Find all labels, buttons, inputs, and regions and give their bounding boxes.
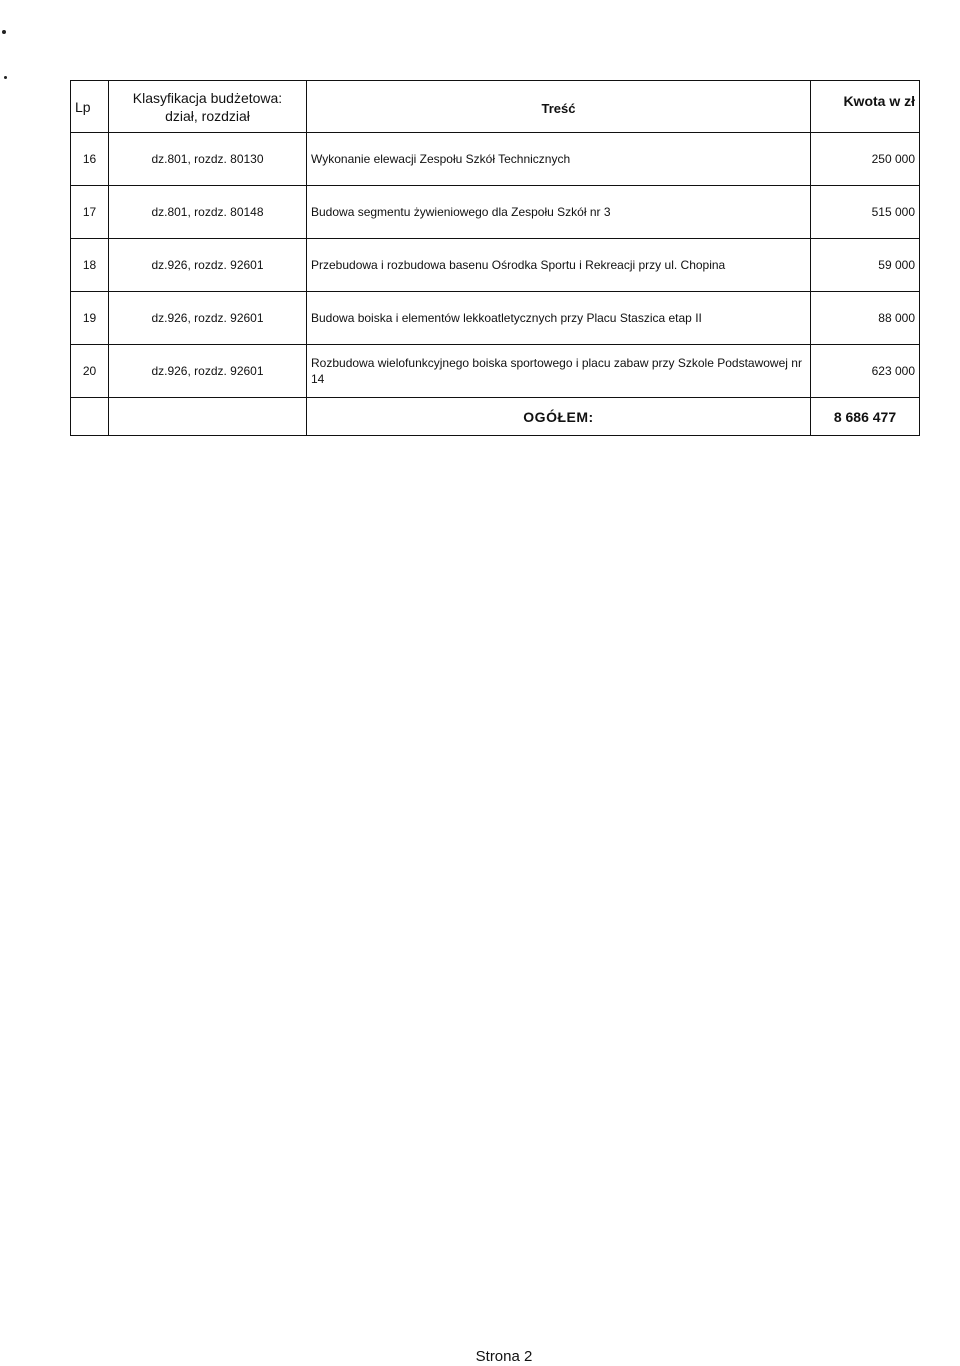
row-classification: dz.801, rozdz. 80130 bbox=[109, 133, 307, 186]
row-amount: 515 000 bbox=[811, 186, 920, 239]
row-description: Przebudowa i rozbudowa basenu Ośrodka Sportu i Rekreacji przy ul. Chopina bbox=[307, 239, 811, 292]
row-lp: 16 bbox=[71, 133, 109, 186]
row-lp: 18 bbox=[71, 239, 109, 292]
table-row bbox=[71, 133, 920, 186]
row-amount: 250 000 bbox=[811, 133, 920, 186]
table-total-row bbox=[71, 398, 920, 436]
row-description: Budowa segmentu żywieniowego dla Zespołu Szkół nr 3 bbox=[307, 186, 811, 239]
table-row bbox=[71, 239, 920, 292]
row-lp: 20 bbox=[71, 345, 109, 398]
row-classification: dz.926, rozdz. 92601 bbox=[109, 239, 307, 292]
row-amount: 623 000 bbox=[811, 345, 920, 398]
row-description: Budowa boiska i elementów lekkoatletycznych przy Placu Staszica etap II bbox=[307, 292, 811, 345]
total-amount: 8 686 477 bbox=[811, 398, 920, 436]
header-classification-line1: Klasyfikacja budżetowa: bbox=[132, 89, 283, 106]
row-description: Rozbudowa wielofunkcyjnego boiska sportowego i placu zabaw przy Szkole Podstawowej nr 14 bbox=[307, 345, 811, 398]
scan-speck bbox=[2, 30, 6, 34]
table-row bbox=[71, 345, 920, 398]
header-classification-line2: dział, rozdział bbox=[165, 107, 250, 124]
row-lp: 17 bbox=[71, 186, 109, 239]
total-empty-lp bbox=[71, 398, 109, 436]
header-content: Treść bbox=[307, 81, 811, 133]
table-header-row bbox=[71, 81, 920, 133]
header-amount: Kwota w zł bbox=[811, 81, 920, 133]
row-amount: 88 000 bbox=[811, 292, 920, 345]
row-description: Wykonanie elewacji Zespołu Szkół Technicznych bbox=[307, 133, 811, 186]
scan-speck bbox=[4, 76, 7, 79]
row-amount: 59 000 bbox=[811, 239, 920, 292]
row-classification: dz.801, rozdz. 80148 bbox=[109, 186, 307, 239]
row-classification: dz.926, rozdz. 92601 bbox=[109, 345, 307, 398]
total-empty-classification bbox=[109, 398, 307, 436]
total-label: OGÓŁEM: bbox=[307, 398, 811, 436]
table-row bbox=[71, 292, 920, 345]
row-classification: dz.926, rozdz. 92601 bbox=[109, 292, 307, 345]
header-classification bbox=[109, 81, 307, 133]
header-lp: Lp bbox=[71, 81, 109, 133]
table-row bbox=[71, 186, 920, 239]
page-number: Strona 2 bbox=[475, 1348, 533, 1365]
row-lp: 19 bbox=[71, 292, 109, 345]
budget-table bbox=[70, 80, 920, 436]
